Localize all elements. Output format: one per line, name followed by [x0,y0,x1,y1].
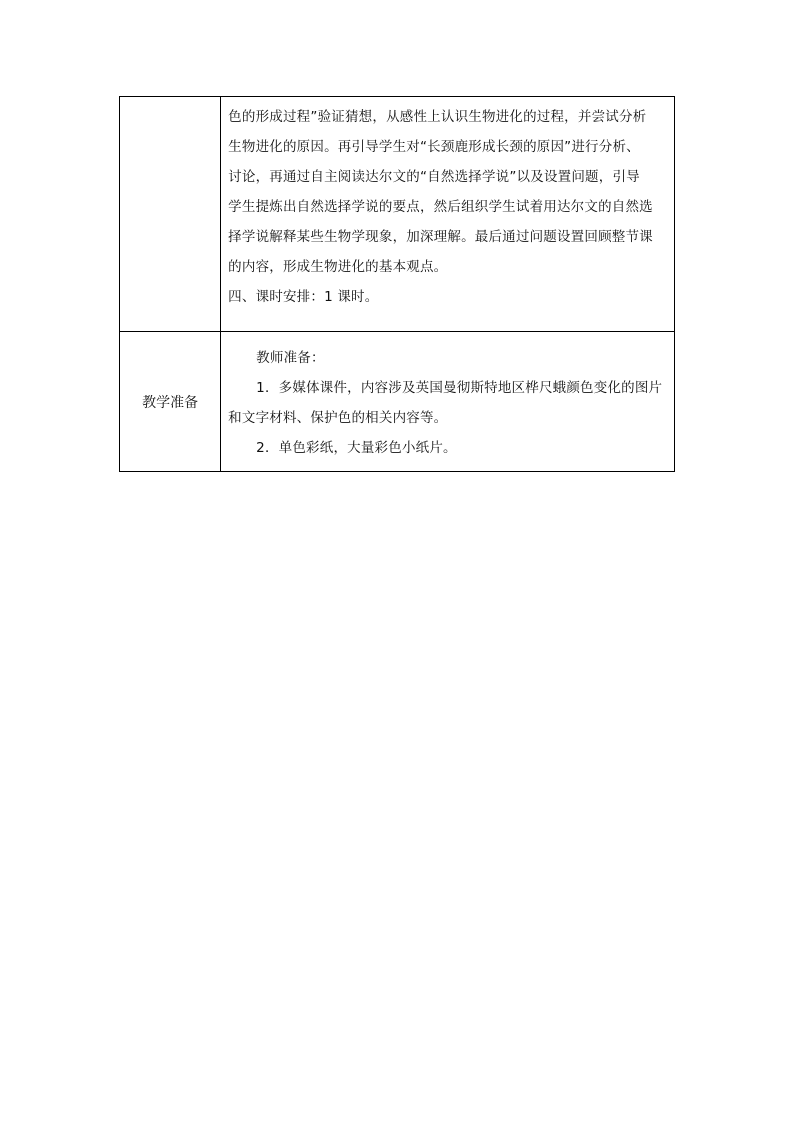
preparation-item: 2．单色彩纸，大量彩色小纸片。 [256,440,457,456]
text-line: 生物进化的原因。再引导学生对“长颈鹿形成长颈的原因”进行分析、 [228,139,640,155]
preparation-heading: 教师准备： [256,350,325,366]
lesson-plan-table [119,96,675,472]
row-label-cell [120,97,221,332]
text-line: 讨论，再通过自主阅读达尔文的“自然选择学说”以及设置问题，引导 [228,169,640,185]
teaching-process-text [221,97,674,312]
text-line: 择学说解释某些生物学现象，加深理解。最后通过问题设置回顾整节课 [228,229,653,245]
row-content-cell [221,97,675,332]
row-content-cell [221,332,675,472]
row-label-cell [120,332,221,472]
teaching-preparation-label: 教学准备 [142,394,199,411]
lesson-time-line: 四、课时安排：1 课时。 [228,289,379,305]
text-line: 的内容，形成生物进化的基本观点。 [228,259,448,275]
table-row [120,97,675,332]
preparation-item-continued: 和文字材料、保护色的相关内容等。 [228,410,448,426]
table-row [120,332,675,472]
teaching-preparation-text [221,332,674,463]
text-line: 色的形成过程”验证猜想，从感性上认识生物进化的过程，并尝试分析 [228,109,647,125]
preparation-item: 1．多媒体课件，内容涉及英国曼彻斯特地区桦尺蛾颜色变化的图片 [256,380,663,396]
text-line: 学生提炼出自然选择学说的要点，然后组织学生试着用达尔文的自然选 [228,199,653,215]
